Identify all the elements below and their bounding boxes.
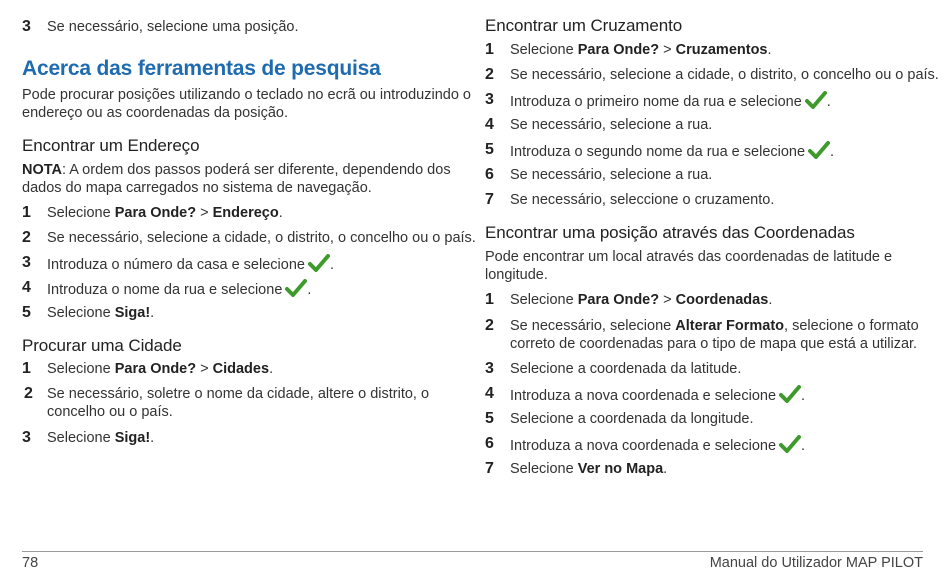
step-text: Introduza o nome da rua e selecione .	[47, 279, 311, 299]
coordinates-step-6	[485, 435, 805, 455]
step-text: Selecione Siga!.	[47, 430, 155, 446]
intersection-step-5	[485, 141, 834, 161]
search-tools-desc-line1: Pode procurar posições utilizando o teclado no ecrã ou introduzindo o	[22, 87, 471, 103]
siga-label: Siga!	[114, 430, 151, 446]
para-onde-label: Para Onde?	[114, 361, 197, 377]
step-number: 6	[485, 166, 494, 183]
step-text: Selecione Siga!.	[47, 305, 155, 321]
intersection-step-2	[485, 66, 939, 84]
step-number: 5	[485, 141, 494, 158]
checkmark-icon	[308, 254, 330, 272]
city-step-3	[22, 429, 154, 447]
manual-title: Manual do Utilizador MAP PILOT	[709, 555, 923, 571]
ver-no-mapa-label: Ver no Mapa	[577, 461, 664, 477]
search-tools-desc-line2: endereço ou as coordenadas da posição.	[22, 105, 289, 121]
note-line1	[22, 161, 451, 179]
note-text: : A ordem dos passos poderá ser diferente, dependendo dos	[62, 162, 451, 178]
coordinates-heading: Encontrar uma posição através das Coordenadas	[485, 223, 855, 242]
para-onde-label: Para Onde?	[577, 42, 660, 58]
step-text: Introduza o segundo nome da rua e selecione .	[510, 141, 834, 161]
step-number: 3	[485, 360, 494, 377]
step-text: Selecione a coordenada da latitude.	[510, 361, 742, 377]
step-text: Introduza a nova coordenada e selecione .	[510, 435, 805, 455]
para-onde-label: Para Onde?	[114, 205, 197, 221]
step-number: 1	[485, 291, 494, 308]
find-city-heading: Procurar uma Cidade	[22, 336, 182, 355]
search-tools-heading: Acerca das ferramentas de pesquisa	[22, 57, 381, 80]
coordenadas-label: Coordenadas	[675, 292, 769, 308]
address-step-5	[22, 304, 154, 322]
checkmark-icon	[808, 141, 830, 159]
intersection-heading: Encontrar um Cruzamento	[485, 16, 683, 35]
coordinates-step-1	[485, 291, 772, 309]
step-text: Introduza o primeiro nome da rua e selecione .	[510, 91, 831, 111]
step-text: Selecione Ver no Mapa.	[510, 461, 668, 477]
coordinates-desc-line1: Pode encontrar um local através das coordenadas de latitude e	[485, 249, 893, 265]
step-number: 4	[22, 279, 31, 296]
endereco-label: Endereço	[212, 205, 279, 221]
step-text: Selecione Para Onde? > Endereço.	[47, 205, 283, 221]
step-text: Se necessário, soletre o nome da cidade, altere o distrito, o concelho ou o país.	[47, 386, 430, 420]
coordinates-step-5	[485, 410, 753, 428]
note-label: NOTA	[22, 162, 63, 178]
cidades-label: Cidades	[212, 361, 270, 377]
step-text: Se necessário, selecione a rua.	[510, 167, 713, 183]
page-number: 78	[22, 555, 39, 571]
step-text: Se necessário, selecione a rua.	[510, 117, 713, 133]
siga-label: Siga!	[114, 305, 151, 321]
city-step-1	[22, 360, 273, 378]
step-number: 2	[24, 385, 33, 402]
step-number: 5	[485, 410, 494, 427]
step-text: Selecione Para Onde? > Cidades.	[47, 361, 274, 377]
coordinates-step-3	[485, 360, 741, 378]
step-number: 6	[485, 435, 494, 452]
step-number: 1	[22, 360, 31, 377]
intersection-step-4	[485, 116, 712, 134]
step-number: 3	[22, 254, 31, 271]
step-number: 1	[485, 41, 494, 58]
step-number: 4	[485, 385, 494, 402]
coordinates-desc-line2: longitude.	[485, 267, 548, 283]
intersection-step-7	[485, 191, 774, 209]
step-text: Se necessário, selecione Alterar Formato, selecione o formato correto de coordenadas para o tipo de mapa que está a utilizar.	[510, 318, 919, 352]
step-text: Se necessário, selecione a cidade, o distrito, o concelho ou o país.	[47, 230, 476, 246]
step-number: 2	[485, 66, 494, 83]
city-step-2	[22, 385, 429, 421]
step-number: 7	[485, 191, 494, 208]
intersection-step-6	[485, 166, 712, 184]
alterar-formato-label: Alterar Formato	[675, 318, 785, 334]
step-number: 5	[22, 304, 31, 321]
step-number: 3	[22, 18, 31, 35]
checkmark-icon	[285, 279, 307, 297]
step-text: Selecione a coordenada da longitude.	[510, 411, 754, 427]
address-step-3	[22, 254, 334, 274]
address-step-2	[22, 229, 476, 247]
intersection-step-3	[485, 91, 831, 111]
step-number: 2	[485, 317, 494, 334]
cruzamentos-label: Cruzamentos	[675, 42, 768, 58]
find-address-heading: Encontrar um Endereço	[22, 136, 200, 155]
step-select-position	[22, 18, 298, 36]
footer-divider	[22, 551, 923, 552]
step-number: 3	[22, 429, 31, 446]
step-number: 2	[22, 229, 31, 246]
coordinates-step-7	[485, 460, 667, 478]
step-text: Introduza o número da casa e selecione .	[47, 254, 334, 274]
step-text: Introduza a nova coordenada e selecione .	[510, 385, 805, 405]
step-text: Se necessário, selecione a cidade, o distrito, o concelho ou o país.	[510, 67, 939, 83]
note-line2: dados do mapa carregados no sistema de navegação.	[22, 180, 372, 196]
coordinates-step-2	[485, 317, 919, 353]
checkmark-icon	[779, 385, 801, 403]
checkmark-icon	[805, 91, 827, 109]
para-onde-label: Para Onde?	[577, 292, 660, 308]
step-text: Se necessário, selecione uma posição.	[47, 19, 299, 35]
coordinates-step-4	[485, 385, 805, 405]
step-text: Selecione Para Onde? > Cruzamentos.	[510, 42, 772, 58]
checkmark-icon	[779, 435, 801, 453]
address-step-1	[22, 204, 283, 222]
step-text: Selecione Para Onde? > Coordenadas.	[510, 292, 773, 308]
step-number: 1	[22, 204, 31, 221]
address-step-4	[22, 279, 311, 299]
step-text: Se necessário, seleccione o cruzamento.	[510, 192, 775, 208]
step-number: 4	[485, 116, 494, 133]
intersection-step-1	[485, 41, 772, 59]
step-number: 3	[485, 91, 494, 108]
step-number: 7	[485, 460, 494, 477]
